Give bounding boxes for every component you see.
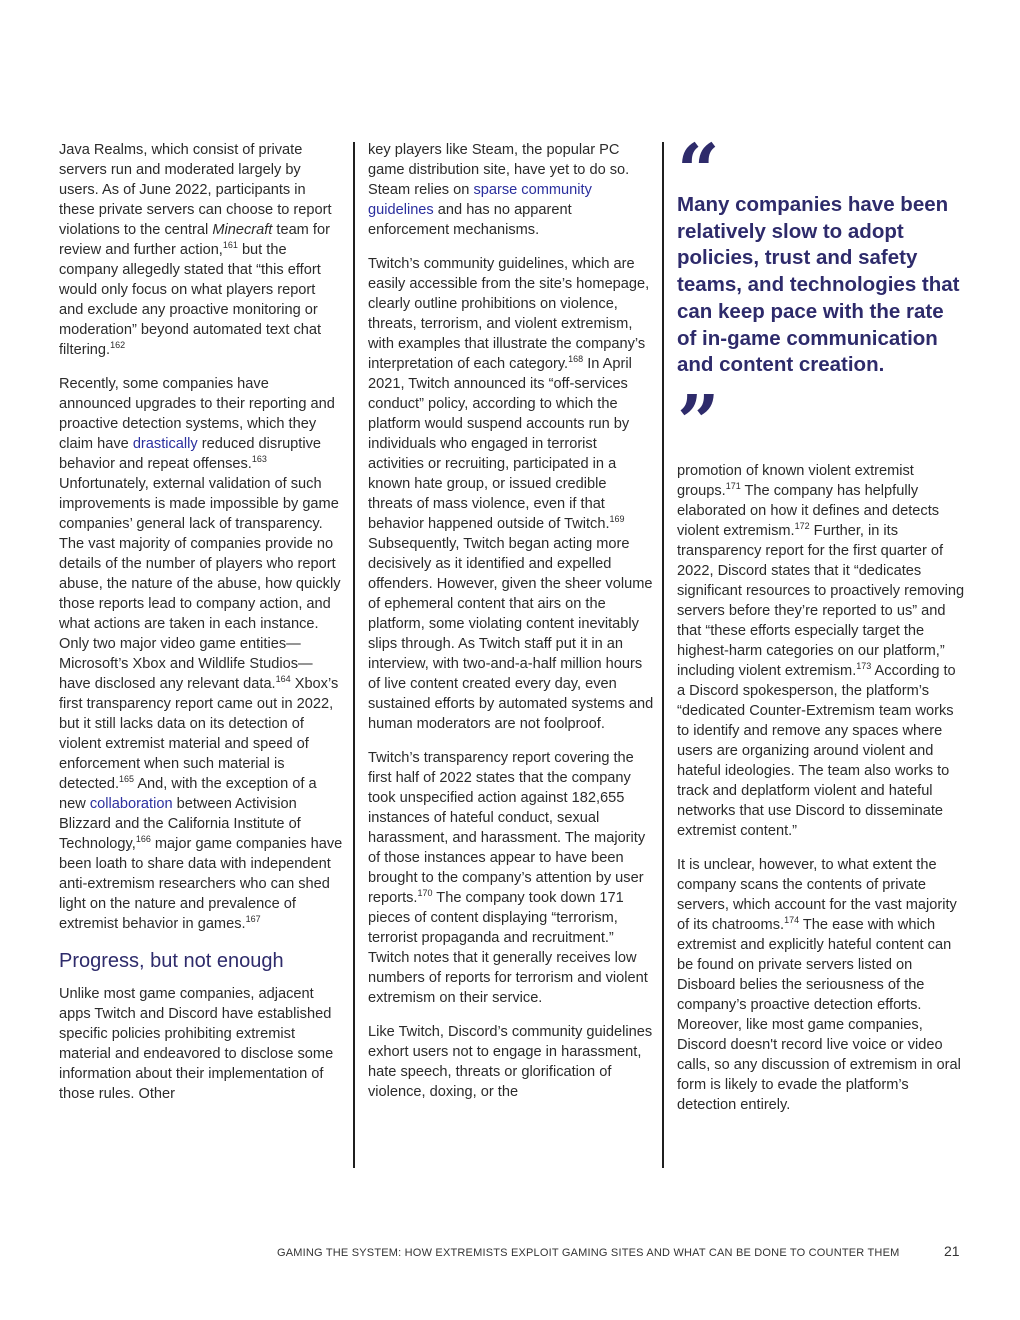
paragraph: Recently, some companies have announced upgrades to their reporting and proactive detection systems, which they claim have drastically reduced disruptive behavior and repeat offenses.$^{163}$ Unfortunately, external validation of such improvements is made impossible by game companies’ general lack of transparency. The vast majority of companies provide no details of the number of players who report abuse, the nature of the abuse, how quickly those reports lead to company action, and what actions are taken in each instance. Only two major video game entities—Microsoft’s Xbox and Wildlife Studios—have disclosed any relevant data.$^{164}$ Xbox’s first transparency report came out in 2022, but it still lacks data on its detection of violent extremist material and speed of enforcement when such material is detected.$^{165}$ And, with the exception of a new collaboration between Activision Blizzard and the California Institute of Technology,$^{166}$ major game companies have been loath to share data with independent anti-extremism researchers who can shed light on the nature and prevalence of extremist behavior in games.$^{167}$ <box>59 376 343 932</box>
paragraph: Like Twitch, Discord’s community guidelines exhort users not to engage in harassment, hate speech, threats or glorification of violence, doxing, or the <box>368 1024 653 1100</box>
paragraph: Unlike most game companies, adjacent apps Twitch and Discord have established specific policies prohibiting extremist material and endeavored to disclose some information about their implementation of those rules. Other <box>59 986 334 1102</box>
close-quote-icon: ” <box>677 379 720 466</box>
page-number: 21 <box>944 1243 960 1259</box>
footnote-ref[interactable]: 164 <box>275 674 291 685</box>
column-right <box>677 129 965 1129</box>
column-left <box>59 140 343 1118</box>
paragraph: It is unclear, however, to what extent the company scans the contents of private servers, which account for the vast majority of its chatrooms.$^{174}$ The ease with which extremist and explicitly hateful content can be found on private servers listed on Disboard belies the seriousness of the company’s proactive detection efforts. Moreover, like most game companies, Discord doesn't record live voice or video calls, so any discussion of extremism in oral form is likely to evade the platform’s detection entirely. <box>677 856 961 1113</box>
link-collaboration[interactable]: collaboration <box>89 796 173 812</box>
footnote-ref[interactable]: 174 <box>784 915 800 926</box>
running-footer: GAMING THE SYSTEM: HOW EXTREMISTS EXPLOIT GAMING SITES AND WHAT CAN BE DONE TO COUNTER THEM <box>277 1247 900 1259</box>
footnote-ref[interactable]: 165 <box>119 774 135 785</box>
column-divider <box>353 142 355 1168</box>
footnote-ref[interactable]: 171 <box>725 481 741 492</box>
footnote-ref[interactable]: 163 <box>251 454 267 465</box>
paragraph: Java Realms, which consist of private servers run and moderated largely by users. As of June 2022, participants in these private servers can choose to report violations to the central Minecraft team for review and further action,$^{161}$ but the company allegedly stated that “this effort would only focus on what players report and exclude any proactive monitoring or moderation” beyond automated text chat filtering.$^{162}$ <box>59 142 332 358</box>
column-divider <box>662 142 664 1168</box>
footnote-ref[interactable]: 167 <box>245 914 261 925</box>
paragraph: promotion of known violent extremist groups.$^{171}$ The company has helpfully elaborated on how it defines and detects violent extremism.$^{172}$ Further, in its transparency report for the first quarter of 2022, Discord states that it “dedicates significant resources to proactively removing servers before they’re reported to us” and that “these efforts especially target the highest-harm categories on our platform,” including violent extremism.$^{173}$ According to a Discord spokesperson, the platform’s “dedicated Counter-Extremism team works to identify and remove any spaces where users are organizing around violent and hateful ideologies. The team also works to track and deplatform violent and hateful networks that use Discord to disseminate extremist content.” <box>677 462 965 839</box>
footnote-ref[interactable]: 168 <box>568 354 584 365</box>
footnote-ref[interactable]: 172 <box>794 521 810 532</box>
footnote-ref[interactable]: 161 <box>222 240 238 251</box>
link-sparse-community-guidelines[interactable]: sparse community guidelines <box>368 182 592 218</box>
link-drastically[interactable]: drastically <box>132 436 198 452</box>
footnote-ref[interactable]: 169 <box>609 514 625 525</box>
footnote-ref[interactable]: 162 <box>110 340 126 351</box>
section-heading: Progress, but not enough <box>59 950 284 972</box>
paragraph: key players like Steam, the popular PC game distribution site, have yet to do so. Steam relies on sparse community guidelines and has no apparent enforcement mechanisms. <box>368 142 630 238</box>
column-middle <box>368 140 654 1116</box>
open-quote-icon: “ <box>677 129 720 215</box>
footnote-ref[interactable]: 166 <box>135 834 151 845</box>
paragraph: Twitch’s community guidelines, which are easily accessible from the site’s homepage, clearly outline prohibitions on violence, threats, terrorism, and violent extremism, with examples that illustrate the company’s interpretation of each category.$^{168}$ In April 2021, Twitch announced its “off-services conduct” policy, according to which the platform would suspend accounts run by individuals who engaged in terrorist activities or recruiting, participated in a known hate group, or issued credible threats of mass violence, even if that behavior happened outside of Twitch.$^{169}$ Subsequently, Twitch began acting more decisively as it identified and expelled offenders. However, given the sheer volume of ephemeral content that airs on the platform, some violating content inevitably slips through. As Twitch staff put it in an interview, with two-and-a-half million hours of live content created every day, even sustained efforts by automated systems and human moderators are not foolproof. <box>368 256 654 732</box>
paragraph: Twitch’s transparency report covering the first half of 2022 states that the company took unspecified action against 182,655 instances of hateful conduct, sexual harassment, and harassment. The majority of those instances appear to have been brought to the company’s attention by user reports.$^{170}$ The company took down 171 pieces of content displaying “terrorism, terrorist propaganda and recruitment.” Twitch notes that it generally receives low numbers of reports for terrorism and violent extremism on their service. <box>368 750 648 1006</box>
footnote-ref[interactable]: 173 <box>856 661 872 672</box>
pull-quote: Many companies have been relatively slow to adopt policies, trust and safety teams, and technologies that can keep pace with the rate of in-game communication and content creation. <box>677 193 960 377</box>
footnote-ref[interactable]: 170 <box>417 888 433 899</box>
